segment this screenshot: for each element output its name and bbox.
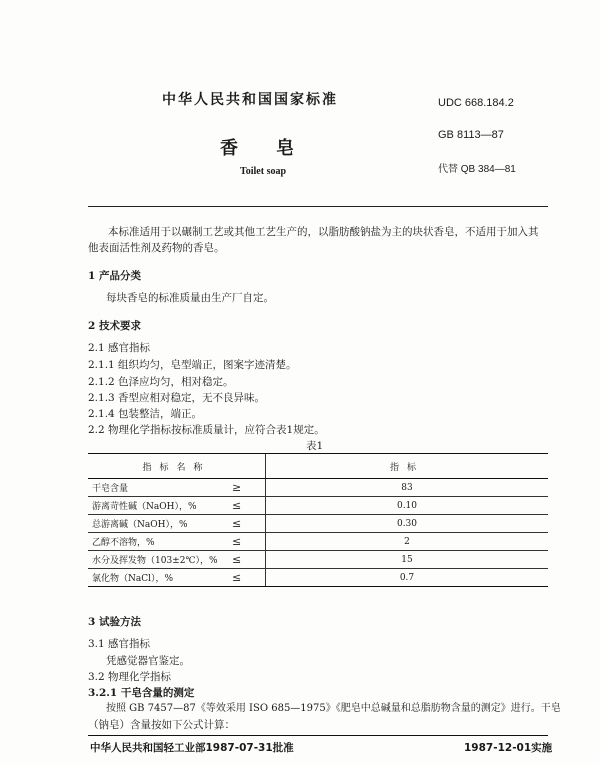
row-name: 乙醇不溶物，%: [88, 533, 232, 551]
row-name: 总游离碱（NaOH），%: [88, 515, 232, 533]
row-value: 0.30: [266, 515, 549, 533]
footer-divider: [88, 735, 548, 736]
row-value: 83: [266, 479, 549, 497]
udc-number: UDC 668.184.2: [438, 97, 514, 109]
row-operator: ≤: [232, 569, 266, 587]
table-row: [88, 479, 548, 497]
section-2-1-4: 2.1.4 包装整洁，端正。: [88, 408, 203, 420]
table-row: [88, 569, 548, 587]
approval-note: 中华人民共和国轻工业部1987-07-31批准: [90, 742, 294, 754]
row-value: 2: [266, 533, 549, 551]
document-english-title: Toilet soap: [240, 166, 287, 177]
section-3-2-1: 3.2.1 干皂含量的测定: [88, 687, 195, 699]
gb-number: GB 8113—87: [438, 129, 504, 141]
column-header-value: 指标: [266, 454, 549, 479]
section-3-2: 3.2 物理化学指标: [88, 671, 172, 683]
row-name: 氯化物（NaCl），%: [88, 569, 232, 587]
section-2-1-1: 2.1.1 组织均匀，皂型端正，图案字迹清楚。: [88, 359, 297, 371]
row-operator: ≤: [232, 515, 266, 533]
row-value: 15: [266, 551, 549, 569]
section-3-2-1-text-a: 按照 GB 7457—87《等效采用 ISO 685—1975》《肥皂中总碱量和总脂肪物含量的测定》进行。干皂: [106, 703, 561, 714]
section-1-text: 每块香皂的标准质量由生产厂自定。: [106, 292, 274, 304]
table-caption: 表1: [306, 440, 324, 452]
section-2-1: 2.1 感官指标: [88, 342, 151, 354]
section-1-heading: 1 产品分类: [88, 270, 141, 282]
row-value: 0.10: [266, 497, 549, 515]
column-header-name: 指标名称: [88, 454, 266, 479]
table-row: [88, 497, 548, 515]
row-name: 游离苛性碱（NaOH），%: [88, 497, 232, 515]
table-row: [88, 551, 548, 569]
section-3-2-1-text-b: （钠皂）含量按如下公式计算：: [88, 719, 235, 731]
section-3-1: 3.1 感官指标: [88, 638, 151, 650]
section-3-1-text: 凭感觉器官鉴定。: [106, 655, 190, 667]
table-header-row: [88, 454, 548, 479]
effective-date: 1987-12-01实施: [464, 742, 553, 754]
table-row: [88, 515, 548, 533]
row-name: 干皂含量: [88, 479, 232, 497]
section-2-1-2: 2.1.2 色泽应均匀，相对稳定。: [88, 376, 234, 388]
row-name: 水分及挥发物（103±2℃），%: [88, 551, 232, 569]
table-row: [88, 533, 548, 551]
section-2-2: 2.2 物理化学指标按标准质量计，应符合表1规定。: [88, 424, 325, 436]
spec-table: [88, 453, 548, 587]
section-3-heading: 3 试验方法: [88, 616, 141, 628]
intro-paragraph: 本标准适用于以碾制工艺或其他工艺生产的，以脂肪酸钠盐为主的块状香皂，不适用于加入其他表面活性剂及药物的香皂。: [88, 226, 539, 254]
row-value: 0.7: [266, 569, 549, 587]
row-operator: ≤: [232, 533, 266, 551]
national-standard-title: 中华人民共和国国家标准: [162, 92, 338, 108]
section-2-1-3: 2.1.3 香型应相对稳定，无不良异味。: [88, 392, 266, 404]
row-operator: ≤: [232, 551, 266, 569]
section-2-heading: 2 技术要求: [88, 320, 141, 332]
header-divider: [88, 206, 548, 207]
replaces-standard: 代替 QB 384—81: [438, 164, 516, 175]
row-operator: ≥: [232, 479, 266, 497]
document-title: 香皂: [220, 138, 332, 159]
row-operator: ≤: [232, 497, 266, 515]
